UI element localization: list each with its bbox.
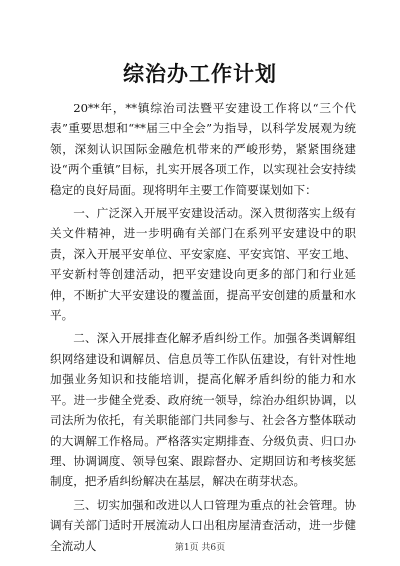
paragraph-section-2: 二、深入开展排查化解矛盾纠纷工作。加强各类调解组织网络建设和调解员、信息员等工作队伍建设，有针对性地加强业务知识和技能培训，提高化解矛盾纠纷的能力和水平。进一步健全党委、政府统一领导，综治办组织协调，以司法所为依托，有关职能部门共同参与、社会各方整体联动的大调解工作格局。严格落实定期排查、分级负责、归口办理、协调调度、领导包案、跟踪督办、定期回访和考核奖惩制度，把矛盾纠纷解决在基层，解决在萌芽状态。	[50, 331, 356, 489]
paragraph-intro: 20**年，**镇综治司法暨平安建设工作将以“三个代表”重要思想和“**届三中全会”为指导，以科学发展观为统领，深刻认识国际金融危机带来的严峻形势，紧紧围绕建设“两个重镇”目标，扎实开展各项工作，以实现社会安持续稳定的良好局面。现将明年主要工作简要谋划如下：	[50, 101, 356, 197]
paragraph-section-3: 三、切实加强和改进以人口管理为重点的社会管理。协调有关部门适时开展流动人口出租房屋清查活动，进一步健全流动人	[50, 497, 356, 553]
document-body	[50, 98, 356, 556]
document-title: 综治办工作计划	[123, 61, 277, 86]
page-footer: 第1页 共6页	[174, 543, 226, 553]
paragraph-section-1: 一、广泛深入开展平安建设活动。深入贯彻落实上级有关文件精神，进一步明确有关部门在系列平安建设中的职责，深入开展平安单位、平安家庭、平安宾馆、平安工地、平安新村等创建活动，把平安建设向更多的部门和行业延伸，不断扩大平安建设的覆盖面，提高平安创建的质量和水平。	[50, 206, 356, 323]
